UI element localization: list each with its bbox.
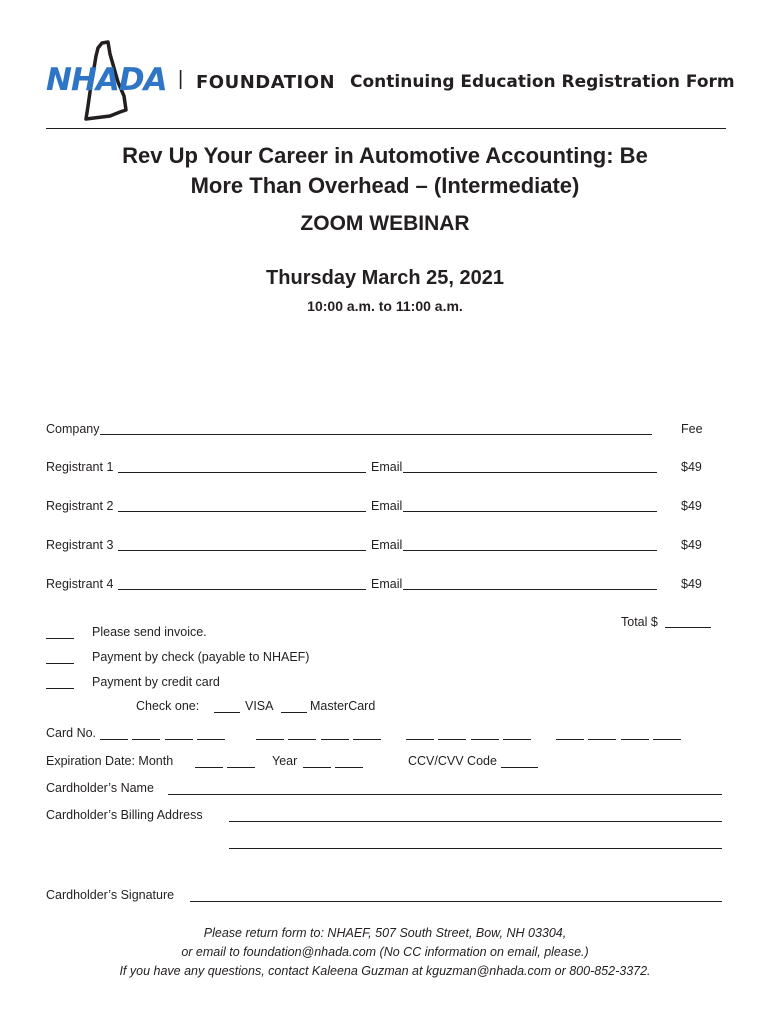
credit-card-checkbox[interactable] (46, 688, 74, 689)
company-label: Company (46, 422, 100, 436)
credit-card-label: Payment by credit card (92, 675, 220, 689)
event-format: ZOOM WEBINAR (300, 212, 470, 235)
invoice-checkbox[interactable] (46, 638, 74, 639)
company-field[interactable] (100, 434, 652, 435)
mastercard-label: MasterCard (310, 699, 376, 713)
registrant-email-field[interactable] (403, 589, 657, 590)
registrant-name-field[interactable] (118, 589, 366, 590)
expiration-month-field[interactable] (195, 755, 255, 773)
billing-address-label: Cardholder’s Billing Address (46, 808, 203, 822)
event-title-line1: Rev Up Your Career in Automotive Accounting: Be (122, 143, 648, 168)
card-number-group-3[interactable] (406, 727, 531, 745)
total-field[interactable] (665, 627, 711, 628)
card-number-group-1[interactable] (100, 727, 225, 745)
registrant-fee: $49 (681, 460, 702, 474)
event-title-line2: More Than Overhead – (Intermediate) (190, 173, 580, 198)
cardholder-name-label: Cardholder’s Name (46, 781, 154, 795)
mastercard-checkbox[interactable] (281, 712, 307, 713)
email-label: Email (371, 577, 403, 591)
check-payment-label: Payment by check (payable to NHAEF) (92, 650, 310, 664)
registrant-name-field[interactable] (118, 511, 366, 512)
registrant-fee: $49 (681, 499, 702, 513)
card-number-group-4[interactable] (556, 727, 681, 745)
header-rule (46, 128, 726, 129)
registrant-label: Registrant 4 (46, 577, 114, 591)
ccv-label: CCV/CVV Code (408, 754, 497, 768)
check-payment-checkbox[interactable] (46, 663, 74, 664)
registrant-email-field[interactable] (403, 550, 657, 551)
year-label: Year (272, 754, 298, 768)
footer-line-2: or email to foundation@nhada.com (No CC information on email, please.) (181, 945, 589, 959)
fee-header: Fee (681, 422, 703, 436)
visa-label: VISA (245, 699, 274, 713)
event-time: 10:00 a.m. to 11:00 a.m. (307, 298, 463, 314)
registrant-email-field[interactable] (403, 511, 657, 512)
registrant-fee: $49 (681, 538, 702, 552)
registrant-label: Registrant 1 (46, 460, 114, 474)
registrant-label: Registrant 2 (46, 499, 114, 513)
footer-line-1: Please return form to: NHAEF, 507 South Street, Bow, NH 03304, (203, 926, 567, 940)
email-label: Email (371, 460, 403, 474)
registrant-fee: $49 (681, 577, 702, 591)
expiration-label: Expiration Date: Month (46, 754, 174, 768)
foundation-label: FOUNDATION (196, 72, 336, 93)
expiration-year-field[interactable] (303, 755, 363, 773)
registrant-label: Registrant 3 (46, 538, 114, 552)
billing-address-field-2[interactable] (229, 848, 722, 849)
logo-separator: | (178, 68, 184, 90)
registrant-email-field[interactable] (403, 472, 657, 473)
signature-label: Cardholder’s Signature (46, 888, 175, 902)
visa-checkbox[interactable] (214, 712, 240, 713)
registrant-name-field[interactable] (118, 550, 366, 551)
form-title: Continuing Education Registration Form (350, 72, 735, 92)
footer-line-3: If you have any questions, contact Kaleena Guzman at kguzman@nhada.com or 800-852-3372. (119, 964, 651, 978)
ccv-field[interactable] (501, 767, 538, 768)
email-label: Email (371, 538, 403, 552)
check-one-label: Check one: (136, 699, 200, 713)
billing-address-field-1[interactable] (229, 821, 722, 822)
card-number-group-2[interactable] (256, 727, 381, 745)
event-date: Thursday March 25, 2021 (266, 267, 504, 289)
card-number-label: Card No. (46, 726, 97, 740)
email-label: Email (371, 499, 403, 513)
signature-field[interactable] (190, 901, 722, 902)
total-label: Total $ (621, 615, 658, 629)
registrant-name-field[interactable] (118, 472, 366, 473)
cardholder-name-field[interactable] (168, 794, 722, 795)
nhada-logo: NHADA (46, 62, 167, 98)
invoice-option-label: Please send invoice. (92, 625, 207, 639)
